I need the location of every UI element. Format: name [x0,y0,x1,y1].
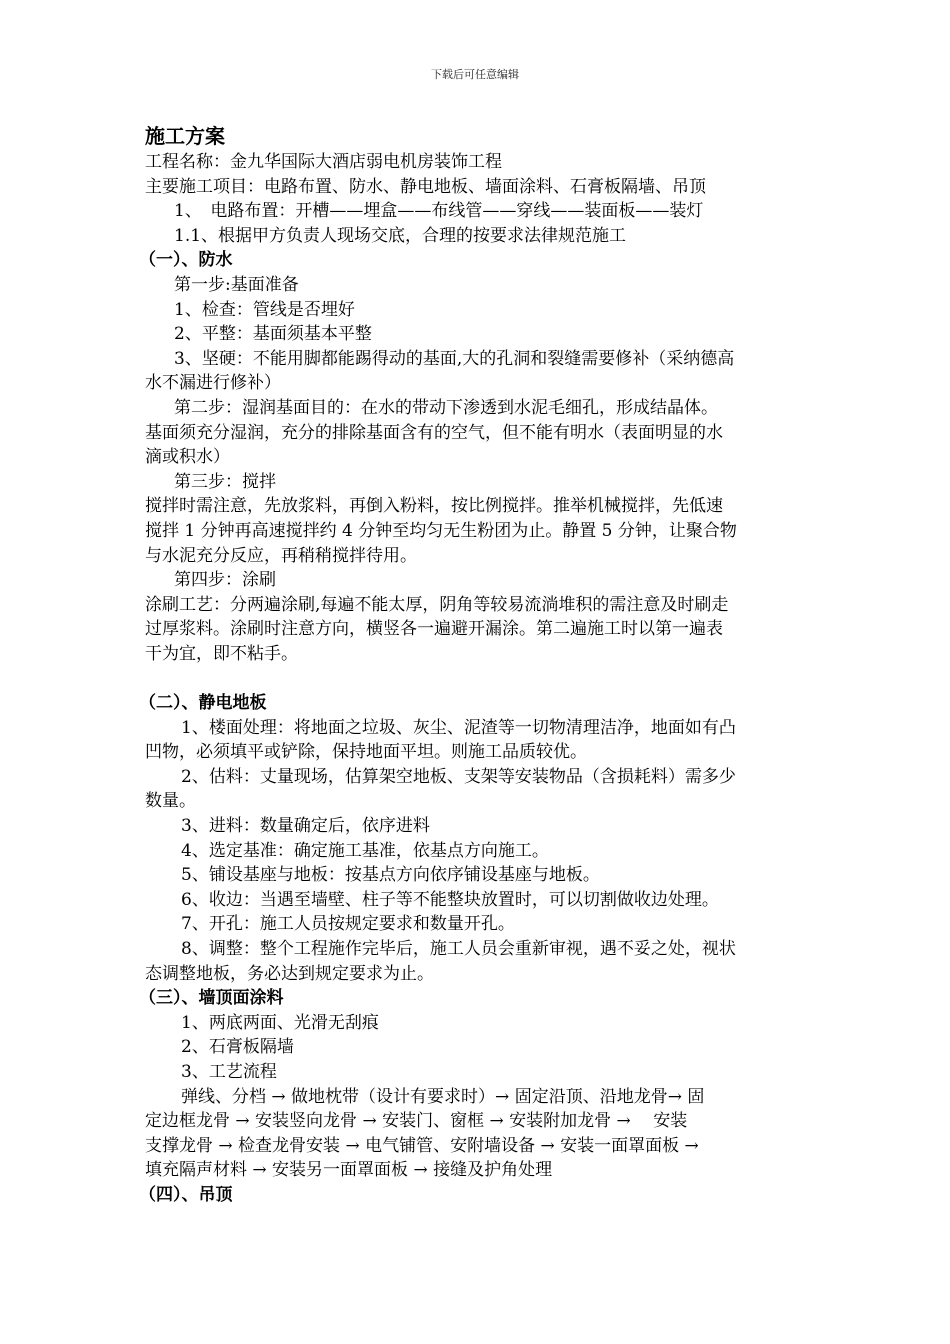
document-body [139,122,805,1208]
paragraph-line: 干为宜，即不粘手。 [145,643,298,664]
list-item: 8、调整：整个工程施作完毕后，施工人员会重新审视，遇不妥之处，视状 [181,939,736,959]
paragraph-line: 搅拌时需注意，先放浆料，再倒入粉料，按比例搅拌。推举机械搅拌，先低速 [145,496,723,517]
step-heading: 第二步：湿润基面目的：在水的带动下渗透到水泥毛细孔，形成结晶体。 [174,397,718,418]
paragraph-line: 与水泥充分反应，再稍稍搅拌待用。 [145,545,417,566]
paragraph-line: 涂刷工艺：分两遍涂刷,每遍不能太厚，阴角等较易流淌堆积的需注意及时刷走 [145,594,729,615]
document-title: 施工方案 [145,124,225,148]
list-item: 3、进料：数量确定后，依序进料 [181,816,430,837]
paragraph-line: 过厚浆料。涂刷时注意方向，横竖各一遍避开漏涂。第二遍施工时以第一遍表 [145,619,723,640]
process-flow-line: 填充隔声材料 → 安装另一面罩面板 → 接缝及护角处理 [145,1160,553,1181]
project-name: 工程名称：金九华国际大酒店弱电机房装饰工程 [145,152,502,172]
list-item: 3、坚硬：不能用脚都能踢得动的基面,大的孔洞和裂缝需要修补（采纳德高 [174,348,735,369]
page-header: 下载后可任意编辑 [431,68,519,81]
list-item: 6、收边：当遇至墙壁、柱子等不能整块放置时，可以切割做收边处理。 [181,889,719,910]
list-item: 1、 电路布置：开槽——埋盒——布线管——穿线——装面板——装灯 [174,201,704,222]
list-item: 1、楼面处理：将地面之垃圾、灰尘、泥渣等一切物清理洁净，地面如有凸 [181,717,736,738]
blank-line [145,666,805,691]
process-flow-line: 弹线、分档 → 做地枕带（设计有要求时）→ 固定沿顶、沿地龙骨→ 固 [181,1086,705,1107]
list-item: 1、检查：管线是否埋好 [174,299,355,320]
list-item: 2、平整：基面须基本平整 [174,324,372,345]
list-item: 1.1、根据甲方负责人现场交底，合理的按要求法律规范施工 [174,225,627,246]
step-heading: 第三步：搅拌 [174,471,276,492]
list-item: 1、两底两面、光滑无刮痕 [181,1012,379,1033]
process-flow-line: 支撑龙骨 → 检查龙骨安装 → 电气铺管、安附墙设备 → 安装一面罩面板 → [145,1135,699,1156]
list-item: 5、铺设基座与地板：按基点方向依序铺设基座与地板。 [181,865,600,886]
paragraph-line: 基面须充分湿润，充分的排除基面含有的空气，但不能有明水（表面明显的水 [145,422,723,443]
main-items: 主要施工项目：电路布置、防水、静电地板、墙面涂料、石膏板隔墙、吊顶 [145,176,706,197]
list-item: 3、工艺流程 [181,1061,277,1082]
list-item: 4、选定基准：确定施工基准，依基点方向施工。 [181,840,549,861]
paragraph-line: 凹物，必须填平或铲除，保持地面平坦。则施工品质较优。 [145,742,587,763]
paragraph-line: 数量。 [145,791,196,812]
process-flow-line: 定边框龙骨 → 安装竖向龙骨 → 安装门、窗框 → 安装附加龙骨 → 安装 [145,1111,688,1132]
list-item: 7、开孔：施工人员按规定要求和数量开孔。 [181,914,515,935]
section-heading: （一）、防水 [139,250,233,271]
section-heading: （二）、静电地板 [139,693,267,714]
step-heading: 第四步：涂刷 [174,570,276,591]
step-heading: 第一步:基面准备 [174,274,299,295]
paragraph-line: 水不漏进行修补） [145,373,281,394]
section-heading: （三）、墙顶面涂料 [139,988,284,1009]
section-heading: （四）、吊顶 [139,1184,233,1205]
paragraph-line: 滴或积水） [145,447,230,468]
list-item: 2、估料：丈量现场，估算架空地板、支架等安装物品（含损耗料）需多少 [181,766,736,787]
list-item: 2、石膏板隔墙 [181,1037,294,1058]
paragraph-line: 搅拌 1 分钟再高速搅拌约 4 分钟至均匀无生粉团为止。静置 5 分钟，让聚合物 [145,520,737,541]
paragraph-line: 态调整地板，务必达到规定要求为止。 [145,963,434,984]
